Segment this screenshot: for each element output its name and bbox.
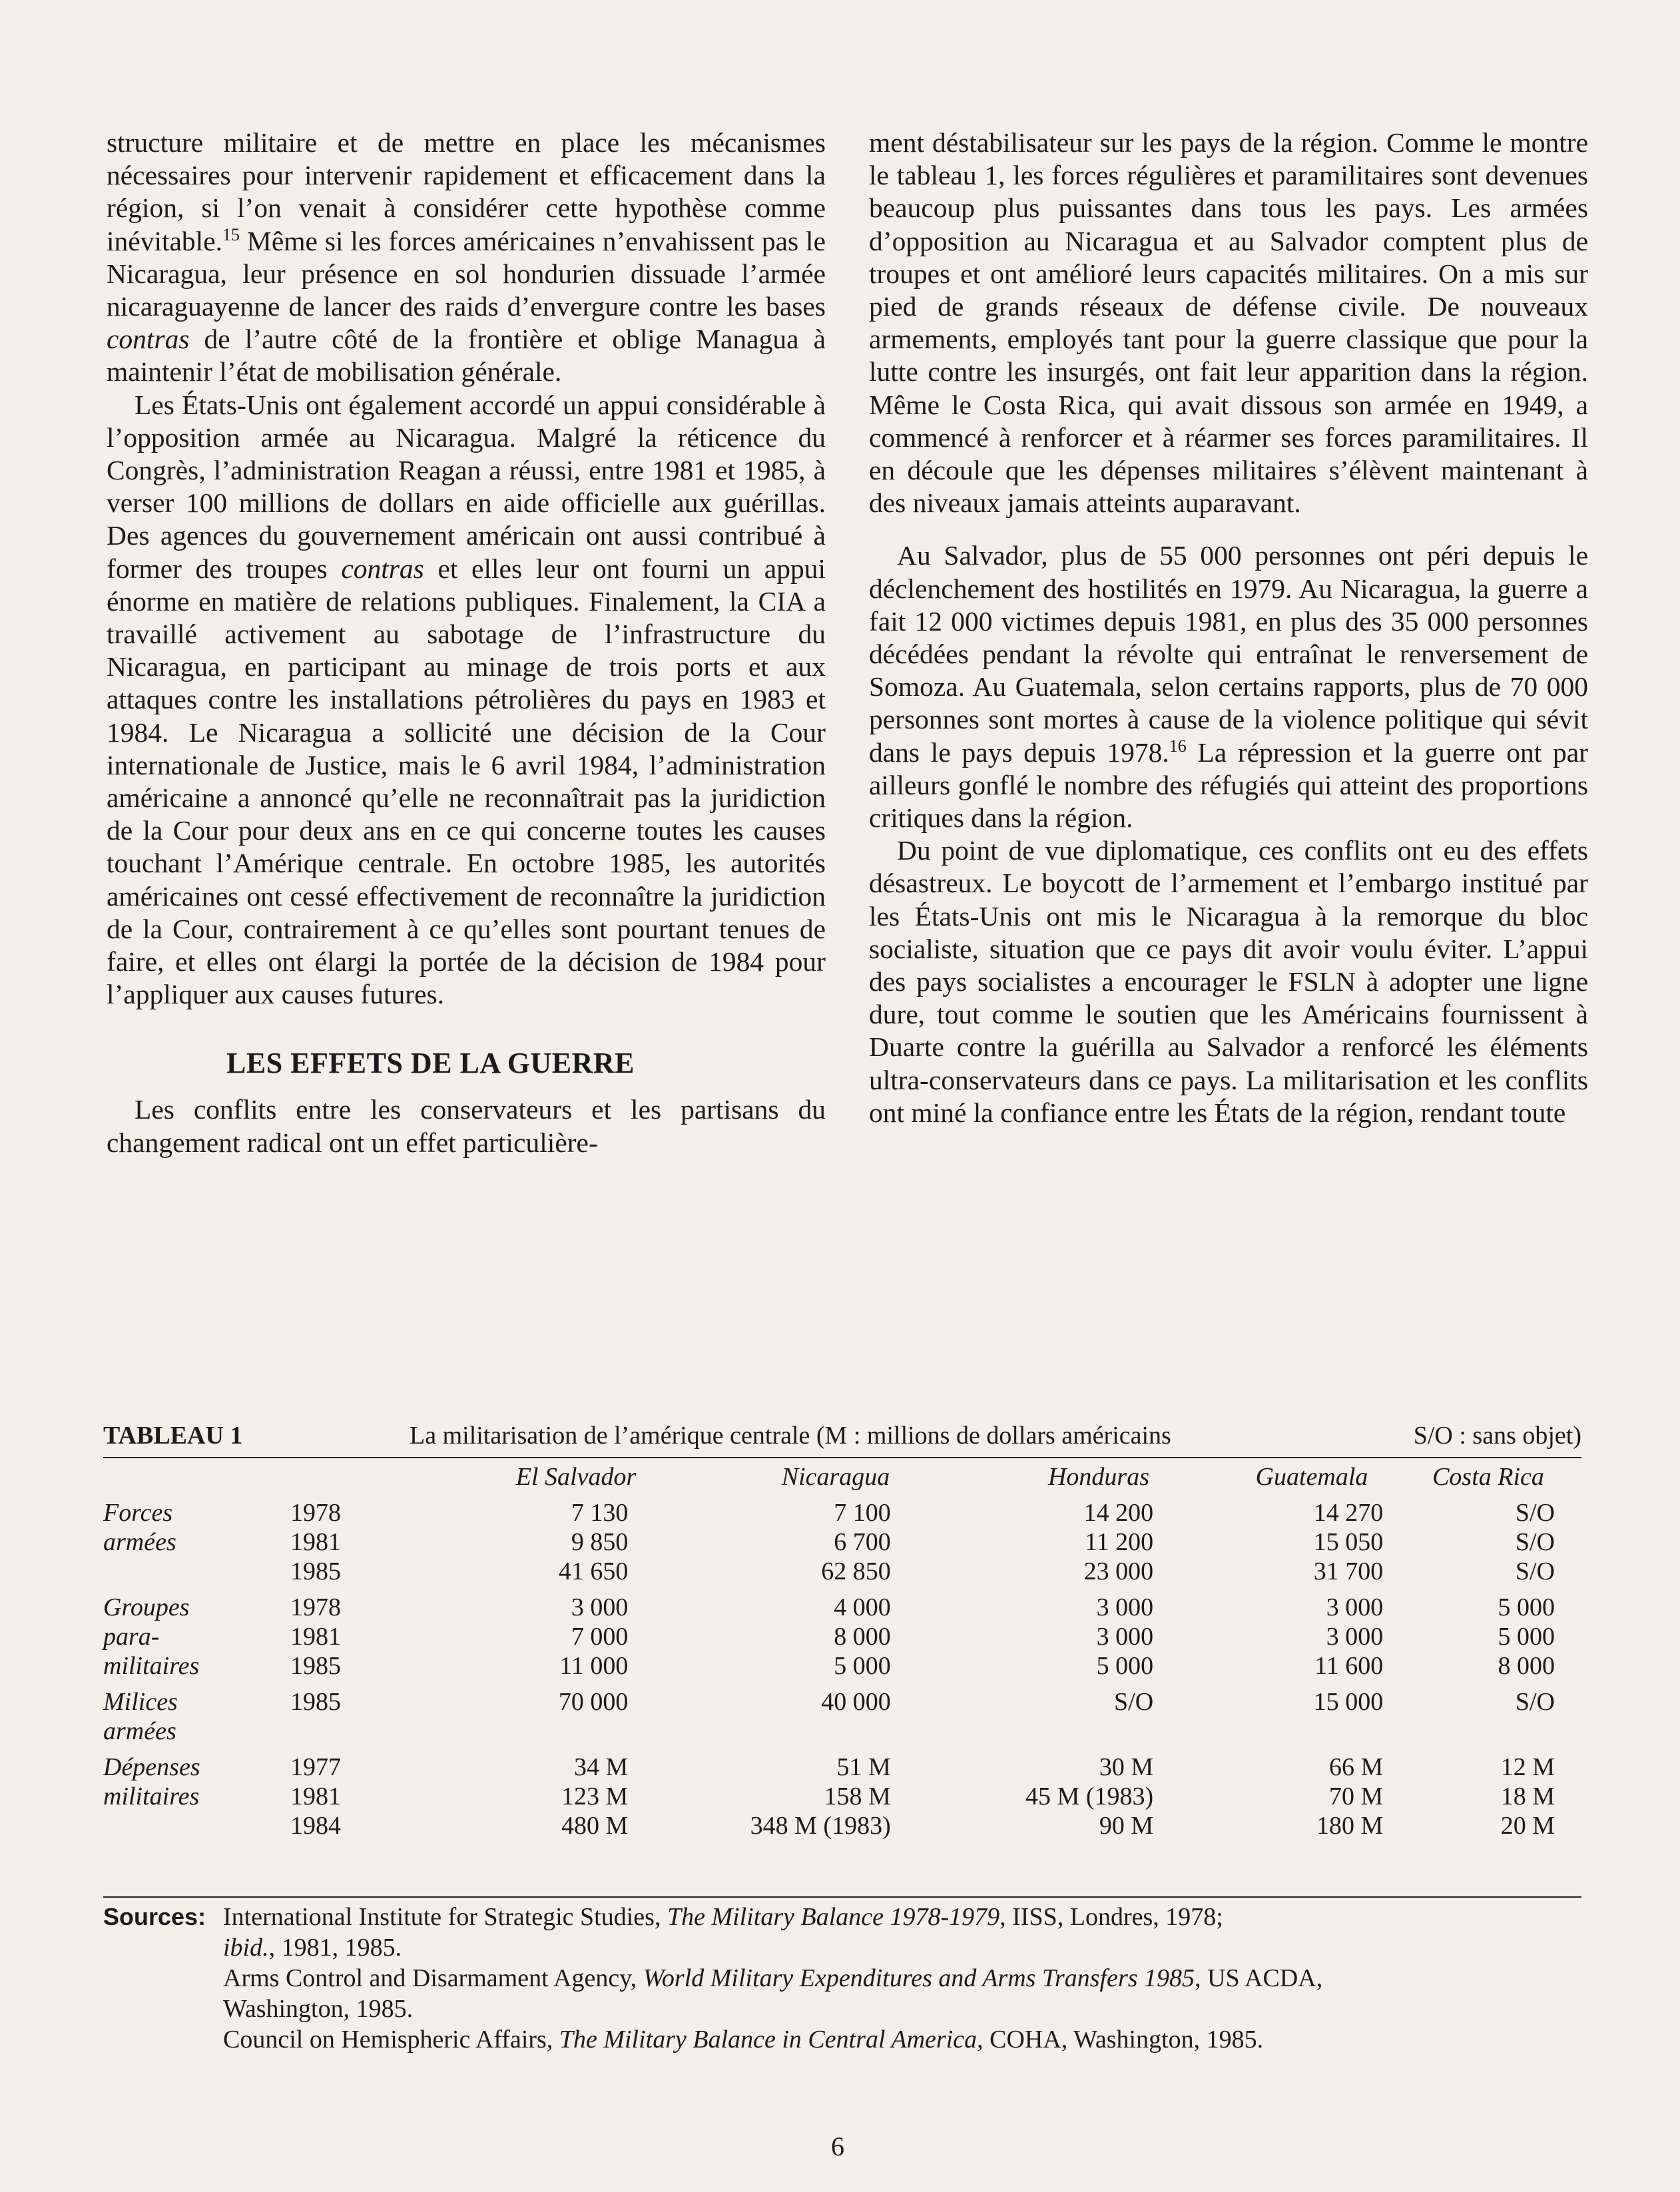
table-cell: 31 700 [1313, 1557, 1384, 1585]
table-row [103, 1498, 1581, 1527]
table-cell: 348 M (1983) [750, 1812, 891, 1840]
column-header: Guatemala [1255, 1463, 1368, 1491]
column-header: Honduras [1047, 1463, 1150, 1491]
row-label: Milices [103, 1688, 178, 1716]
row-year: 1985 [290, 1652, 341, 1680]
paragraph: Du point de vue diplomatique, ces conflits ont eu des effets désastreux. Le boycott de l’armement et l’embargo institué par les États-Unis ont mis le Nicaragua à la remorque du bloc socialiste, situation que ce pays dit avoir voulu éviter. L’appui des pays socialistes a encourager le FSLN à adopter une ligne dure, tout comme le soutien que les Américains fournissent à Duarte contre la guérilla au Salvador a renforcé les éléments ultra-conservateurs dans ce pays. La militarisation et les conflits ont miné la confiance entre les États de la région, rendant toute [869, 835, 1588, 1128]
row-label [103, 1811, 290, 1840]
row-year [290, 1717, 431, 1746]
table-cell: 70 000 [558, 1688, 629, 1716]
table-cell: 3 000 [571, 1593, 629, 1621]
row-label: militaires [103, 1782, 200, 1810]
right-column [869, 127, 1588, 1129]
column-headers [103, 1458, 1581, 1496]
row-label: para- [103, 1623, 160, 1651]
table-cell: S/O [1515, 1688, 1555, 1716]
table-cell: 41 650 [558, 1557, 629, 1585]
row-label: militaires [103, 1652, 200, 1680]
table-cell: 5 000 [1498, 1593, 1555, 1621]
table-cell: 5 000 [1498, 1623, 1555, 1651]
table-row [103, 1746, 1581, 1782]
table-cell: 3 000 [1096, 1623, 1154, 1651]
table-row [103, 1622, 1581, 1651]
table-header [103, 1418, 1581, 1458]
table-cell [431, 1717, 655, 1746]
column-header: Costa Rica [1432, 1463, 1544, 1491]
paragraph: Les États-Unis ont également accordé un appui considérable à l’opposition armée au Nicaragua. Malgré la réticence du Congrès, l’administration Reagan a réussi, entre 1981 et 1985, à verser 100 millions de dollars en aide officielle aux guérillas. Des agences du gouvernement américain ont aussi contribué à former des troupes contras et elles leur ont fourni un appui énorme en matière de relations publiques. Finalement, la CIA a travaillé activement au sabotage de l’infrastructure du Nicaragua, en participant au minage de trois ports et aux attaques contre les installations pétrolières du pays en 1983 et 1984. Le Nicaragua a sollicité une décision de la Cour internationale de Justice, mais le 6 avril 1984, l’administration américaine a annoncé qu’elle ne reconnaîtrait pas la juridiction de la Cour pour deux ans en ce qui concerne toutes les causes touchant l’Amérique centrale. En octobre 1985, les autorités américaines ont cessé effectivement de reconnaître la juridiction de la Cour, contrairement à ce qu’elles sont pourtant tenues de faire, et elles ont élargi la portée de la décision de 1984 pour l’appliquer aux causes futures. [107, 389, 826, 1010]
table-row [103, 1717, 1581, 1746]
table-cell: 40 000 [821, 1688, 891, 1716]
table-caption: La militarisation de l’amérique centrale (M : millions de dollars américains [410, 1422, 1171, 1450]
table-cell: 34 M [574, 1753, 629, 1781]
row-label: Groupes [103, 1593, 190, 1621]
table-cell: S/O [1114, 1688, 1154, 1716]
row-label: armées [103, 1717, 176, 1745]
row-label [103, 1557, 290, 1586]
row-year: 1985 [290, 1688, 341, 1716]
left-column [107, 127, 826, 1159]
table-cell [1410, 1717, 1581, 1746]
row-label: Dépenses [103, 1753, 200, 1781]
paragraph: Au Salvador, plus de 55 000 personnes ont péri depuis le déclenchement des hostilités en 1979. Au Nicaragua, la guerre a fait 12 000 victimes depuis 1981, en plus des 35 000 personnes décédées pendant la révolte qui entraînat le renversement de Somoza. Au Guatemala, selon certains rapports, plus de 70 000 personnes sont mortes à cause de la violence politique qui sévit dans le pays depuis 1978.16 La répression et la guerre ont par ailleurs gonflé le nombre des réfugiés qui atteint des proportions critiques dans la région. [869, 540, 1588, 834]
source-entry: International Institute for Strategic Studies, The Military Balance 1978-1979, IISS, Londres, 1978; [223, 1903, 1223, 1931]
table-row [103, 1681, 1581, 1717]
table-cell: 11 600 [1314, 1652, 1384, 1680]
table-cell: 62 850 [821, 1557, 891, 1585]
source-entry: Council on Hemispheric Affairs, The Military Balance in Central America, COHA, Washington, 1985. [223, 2026, 1264, 2054]
table-militarisation [103, 1418, 1581, 1840]
table-row [103, 1557, 1581, 1586]
table-cell: 70 M [1328, 1782, 1384, 1810]
table-cell: 23 000 [1083, 1557, 1154, 1585]
table-cell: 18 M [1500, 1782, 1555, 1810]
table-cell: 5 000 [834, 1652, 891, 1680]
paragraph: structure militaire et de mettre en place les mécanismes nécessaires pour intervenir rapidement et efficacement dans la région, si l’on venait à considérer cette hypothèse comme inévitable.$^{15}$ Même si les forces américaines n’envahissent pas le Nicaragua, leur présence en sol hondurien dissuade l’armée nicaraguayenne de lancer des raids d’envergure contre les bases contras de l’autre côté de la frontière et oblige Managua à maintenir l’état de mobilisation générale. [107, 127, 826, 388]
source-entry: ibid., 1981, 1985. [223, 1934, 402, 1962]
table-cell: 11 200 [1085, 1528, 1154, 1556]
table-cell: 480 M [561, 1812, 629, 1840]
table-cell: S/O [1515, 1557, 1555, 1585]
row-year: 1981 [290, 1623, 341, 1651]
table-cell [1180, 1717, 1410, 1746]
table-cell: 3 000 [1326, 1623, 1384, 1651]
table-cell: 158 M [824, 1782, 891, 1810]
table-cell [655, 1717, 917, 1746]
table-cell: 4 000 [834, 1593, 891, 1621]
paragraph: ment déstabilisateur sur les pays de la région. Comme le montre le tableau 1, les forces régulières et paramilitaires sont devenues beaucoup plus puissantes dans tous les pays. Les armées d’opposition au Nicaragua et au Salvador comptent plus de troupes et ont amélioré leurs capacités militaires. On a mis sur pied de grands réseaux de défense civile. De nouveaux armements, employés tant pour la guerre classique que pour la lutte contre les insurgés, ont fait leur apparition dans la région. Même le Costa Rica, qui avait dissous son armée en 1949, a commencé à renforcer et à réarmer ses forces paramilitaires. Il en découle que les dépenses militaires s’élèvent maintenant à des niveaux jamais atteints auparavant. [869, 127, 1588, 519]
page-number: 6 [831, 2131, 844, 2161]
table-note: S/O : sans objet) [1413, 1422, 1581, 1450]
table-row [103, 1811, 1581, 1840]
table-cell: 9 850 [571, 1528, 629, 1556]
table-cell: 14 200 [1083, 1499, 1154, 1527]
table-cell: S/O [1515, 1528, 1555, 1556]
sources [103, 1902, 1595, 2055]
table-cell: 3 000 [1096, 1593, 1154, 1621]
table-cell: 8 000 [1498, 1652, 1555, 1680]
table-cell: 45 M (1983) [1025, 1782, 1154, 1810]
source-entry: Arms Control and Disarmament Agency, World Military Expenditures and Arms Transfers 1985, US ACDA, [223, 1964, 1323, 1992]
table-cell: 14 270 [1313, 1499, 1384, 1527]
table-cell: 15 050 [1313, 1528, 1384, 1556]
footnote-ref[interactable]: 15 [222, 224, 240, 244]
table-cell: 5 000 [1096, 1652, 1154, 1680]
table-cell: 20 M [1500, 1812, 1555, 1840]
table-cell: 123 M [561, 1782, 629, 1810]
row-label: armées [103, 1528, 176, 1556]
row-year: 1977 [290, 1753, 341, 1781]
table-body [103, 1498, 1581, 1840]
table-cell: 7 100 [834, 1499, 891, 1527]
source-entry: Washington, 1985. [223, 1995, 414, 2023]
table-cell: 7 130 [571, 1499, 629, 1527]
table-row [103, 1527, 1581, 1557]
table-bottom-rule [103, 1896, 1581, 1898]
table-cell: 180 M [1316, 1812, 1384, 1840]
column-header: El Salvador [515, 1463, 637, 1491]
row-year: 1981 [290, 1782, 341, 1810]
table-cell: 51 M [836, 1753, 891, 1781]
table-cell: 11 000 [559, 1652, 629, 1680]
table-label: TABLEAU 1 [103, 1422, 243, 1450]
sources-label: Sources: [103, 1903, 206, 1930]
table-cell [918, 1717, 1180, 1746]
table-cell: S/O [1515, 1499, 1555, 1527]
section-heading: LES EFFETS DE LA GUERRE [226, 1047, 635, 1080]
table-row [103, 1782, 1581, 1811]
table-cell: 7 000 [571, 1623, 629, 1651]
table-row [103, 1586, 1581, 1622]
row-year: 1981 [290, 1528, 341, 1556]
table-cell: 3 000 [1326, 1593, 1384, 1621]
footnote-ref[interactable]: 16 [1169, 736, 1187, 756]
row-year: 1984 [290, 1812, 341, 1840]
table-cell: 66 M [1328, 1753, 1384, 1781]
table-cell: 30 M [1099, 1753, 1154, 1781]
row-year: 1978 [290, 1499, 341, 1527]
row-year: 1985 [290, 1557, 341, 1585]
table-cell: 12 M [1500, 1753, 1555, 1781]
table-row [103, 1651, 1581, 1681]
table-cell: 6 700 [834, 1528, 891, 1556]
column-header: Nicaragua [781, 1463, 890, 1491]
table-cell: 8 000 [834, 1623, 891, 1651]
table-cell: 90 M [1099, 1812, 1154, 1840]
row-label: Forces [103, 1499, 173, 1527]
paragraph: Les conflits entre les conservateurs et les partisans du changement radical ont un effet particulière- [107, 1094, 826, 1158]
row-year: 1978 [290, 1593, 341, 1621]
table-cell: 15 000 [1313, 1688, 1384, 1716]
